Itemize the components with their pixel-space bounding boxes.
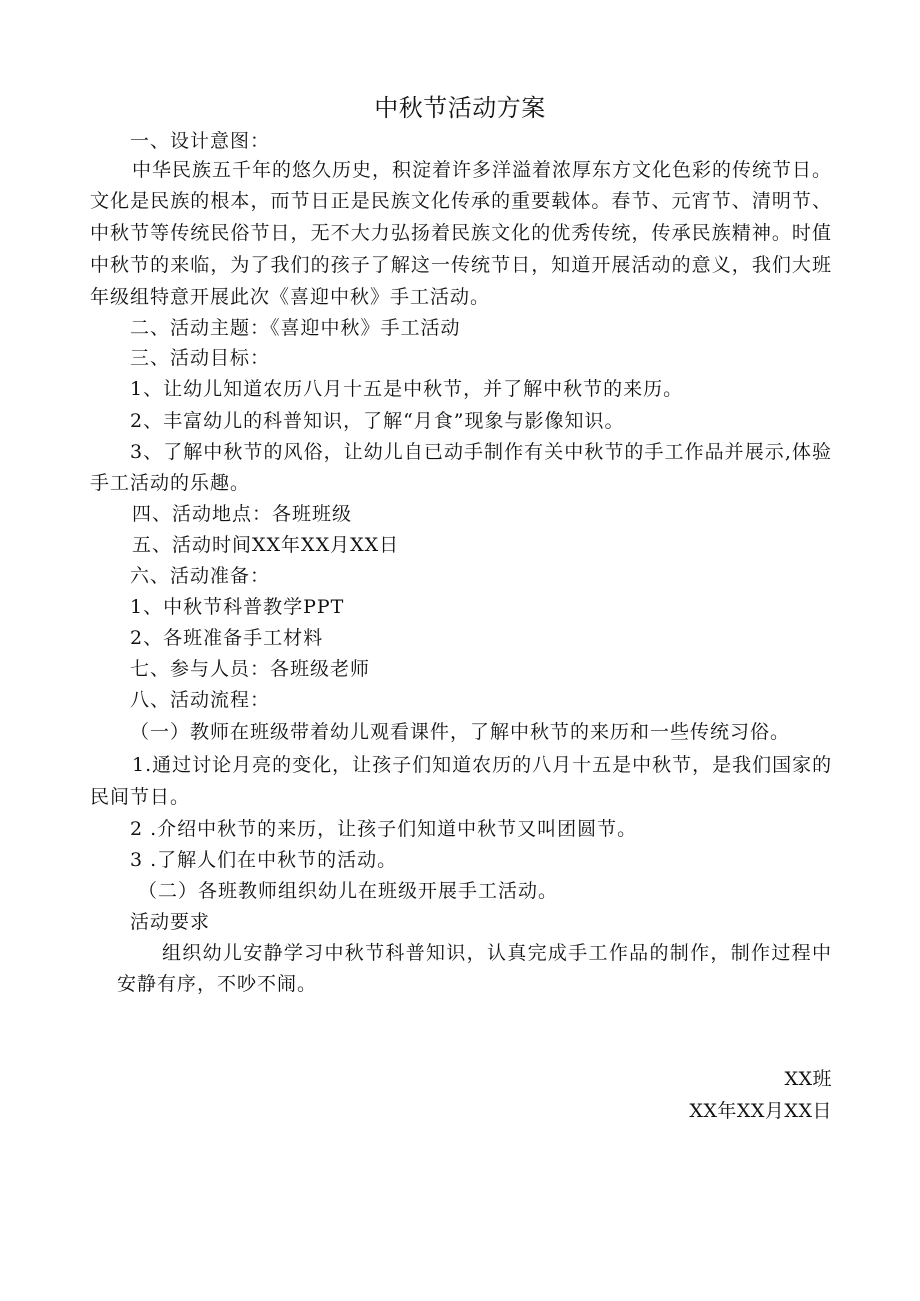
goals-heading: 三、活动目标： [130, 347, 271, 369]
design-heading: 一、设计意图： [130, 130, 271, 152]
signature-class: XX班 [784, 1068, 832, 1090]
theme-heading: 二、活动主题：《喜迎中秋》手工活动 [130, 317, 461, 339]
goal-item: 3、了解中秋节的风俗，让幼儿自已动手制作有关中秋节的手工作品并展示,体验 [130, 441, 832, 463]
requirements-heading: 活动要求 [130, 911, 211, 933]
design-paragraph-line: 文化是民族的根本，而节日正是民族文化传承的重要载体。春节、元宵节、清明节、 [90, 190, 832, 212]
flow-item-continued: 民间节日。 [90, 786, 191, 808]
requirements-line: 安静有序，不吵不闹。 [117, 973, 318, 995]
prep-heading: 六、活动准备： [130, 565, 271, 587]
design-paragraph-line: 中秋节等传统民俗节日，无不大力弘扬着民族文化的优秀传统，传承民族精神。时值 [90, 222, 832, 244]
signature-date: XX年XX月XX日 [689, 1100, 832, 1122]
time-heading: 五、活动时间XX年XX月XX日 [132, 534, 400, 556]
page-title: 中秋节活动方案 [374, 94, 546, 122]
goal-item: 1、让幼儿知道农历八月十五是中秋节，并了解中秋节的来历。 [130, 378, 684, 400]
flow-item: 3 .了解人们在中秋节的活动。 [130, 849, 398, 871]
design-paragraph-line: 中华民族五千年的悠久历史，积淀着许多洋溢着浓厚东方文化色彩的传统节日。 [132, 159, 833, 181]
flow-heading: 八、活动流程： [130, 689, 271, 711]
prep-item: 2、各班准备手工材料 [130, 627, 324, 649]
prep-item: 1、中秋节科普教学PPT [130, 596, 345, 618]
goal-item: 2、丰富幼儿的科普知识，了解“月食”现象与影像知识。 [130, 410, 625, 432]
requirements-line: 组织幼儿安静学习中秋节科普知识，认真完成手工作品的制作，制作过程中 [162, 942, 832, 964]
flow-part-two: （二）各班教师组织幼儿在班级开展手工活动。 [138, 880, 559, 902]
participants-heading: 七、参与人员：各班级老师 [130, 658, 371, 680]
flow-part-one: （一）教师在班级带着幼儿观看课件，了解中秋节的来历和一些传统习俗。 [130, 721, 791, 743]
design-paragraph-line: 中秋节的来临，为了我们的孩子了解这一传统节日，知道开展活动的意义，我们大班 [90, 254, 832, 276]
flow-item: 2 .介绍中秋节的来历，让孩子们知道中秋节又叫团圆节。 [130, 818, 638, 840]
design-paragraph-line: 年级组特意开展此次《喜迎中秋》手工活动。 [90, 286, 491, 308]
flow-item: 1.通过讨论月亮的变化，让孩子们知道农历的八月十五是中秋节，是我们国家的 [132, 754, 833, 776]
goal-item-continued: 手工活动的乐趣。 [90, 472, 251, 494]
location-heading: 四、活动地点：各班班级 [132, 503, 353, 525]
